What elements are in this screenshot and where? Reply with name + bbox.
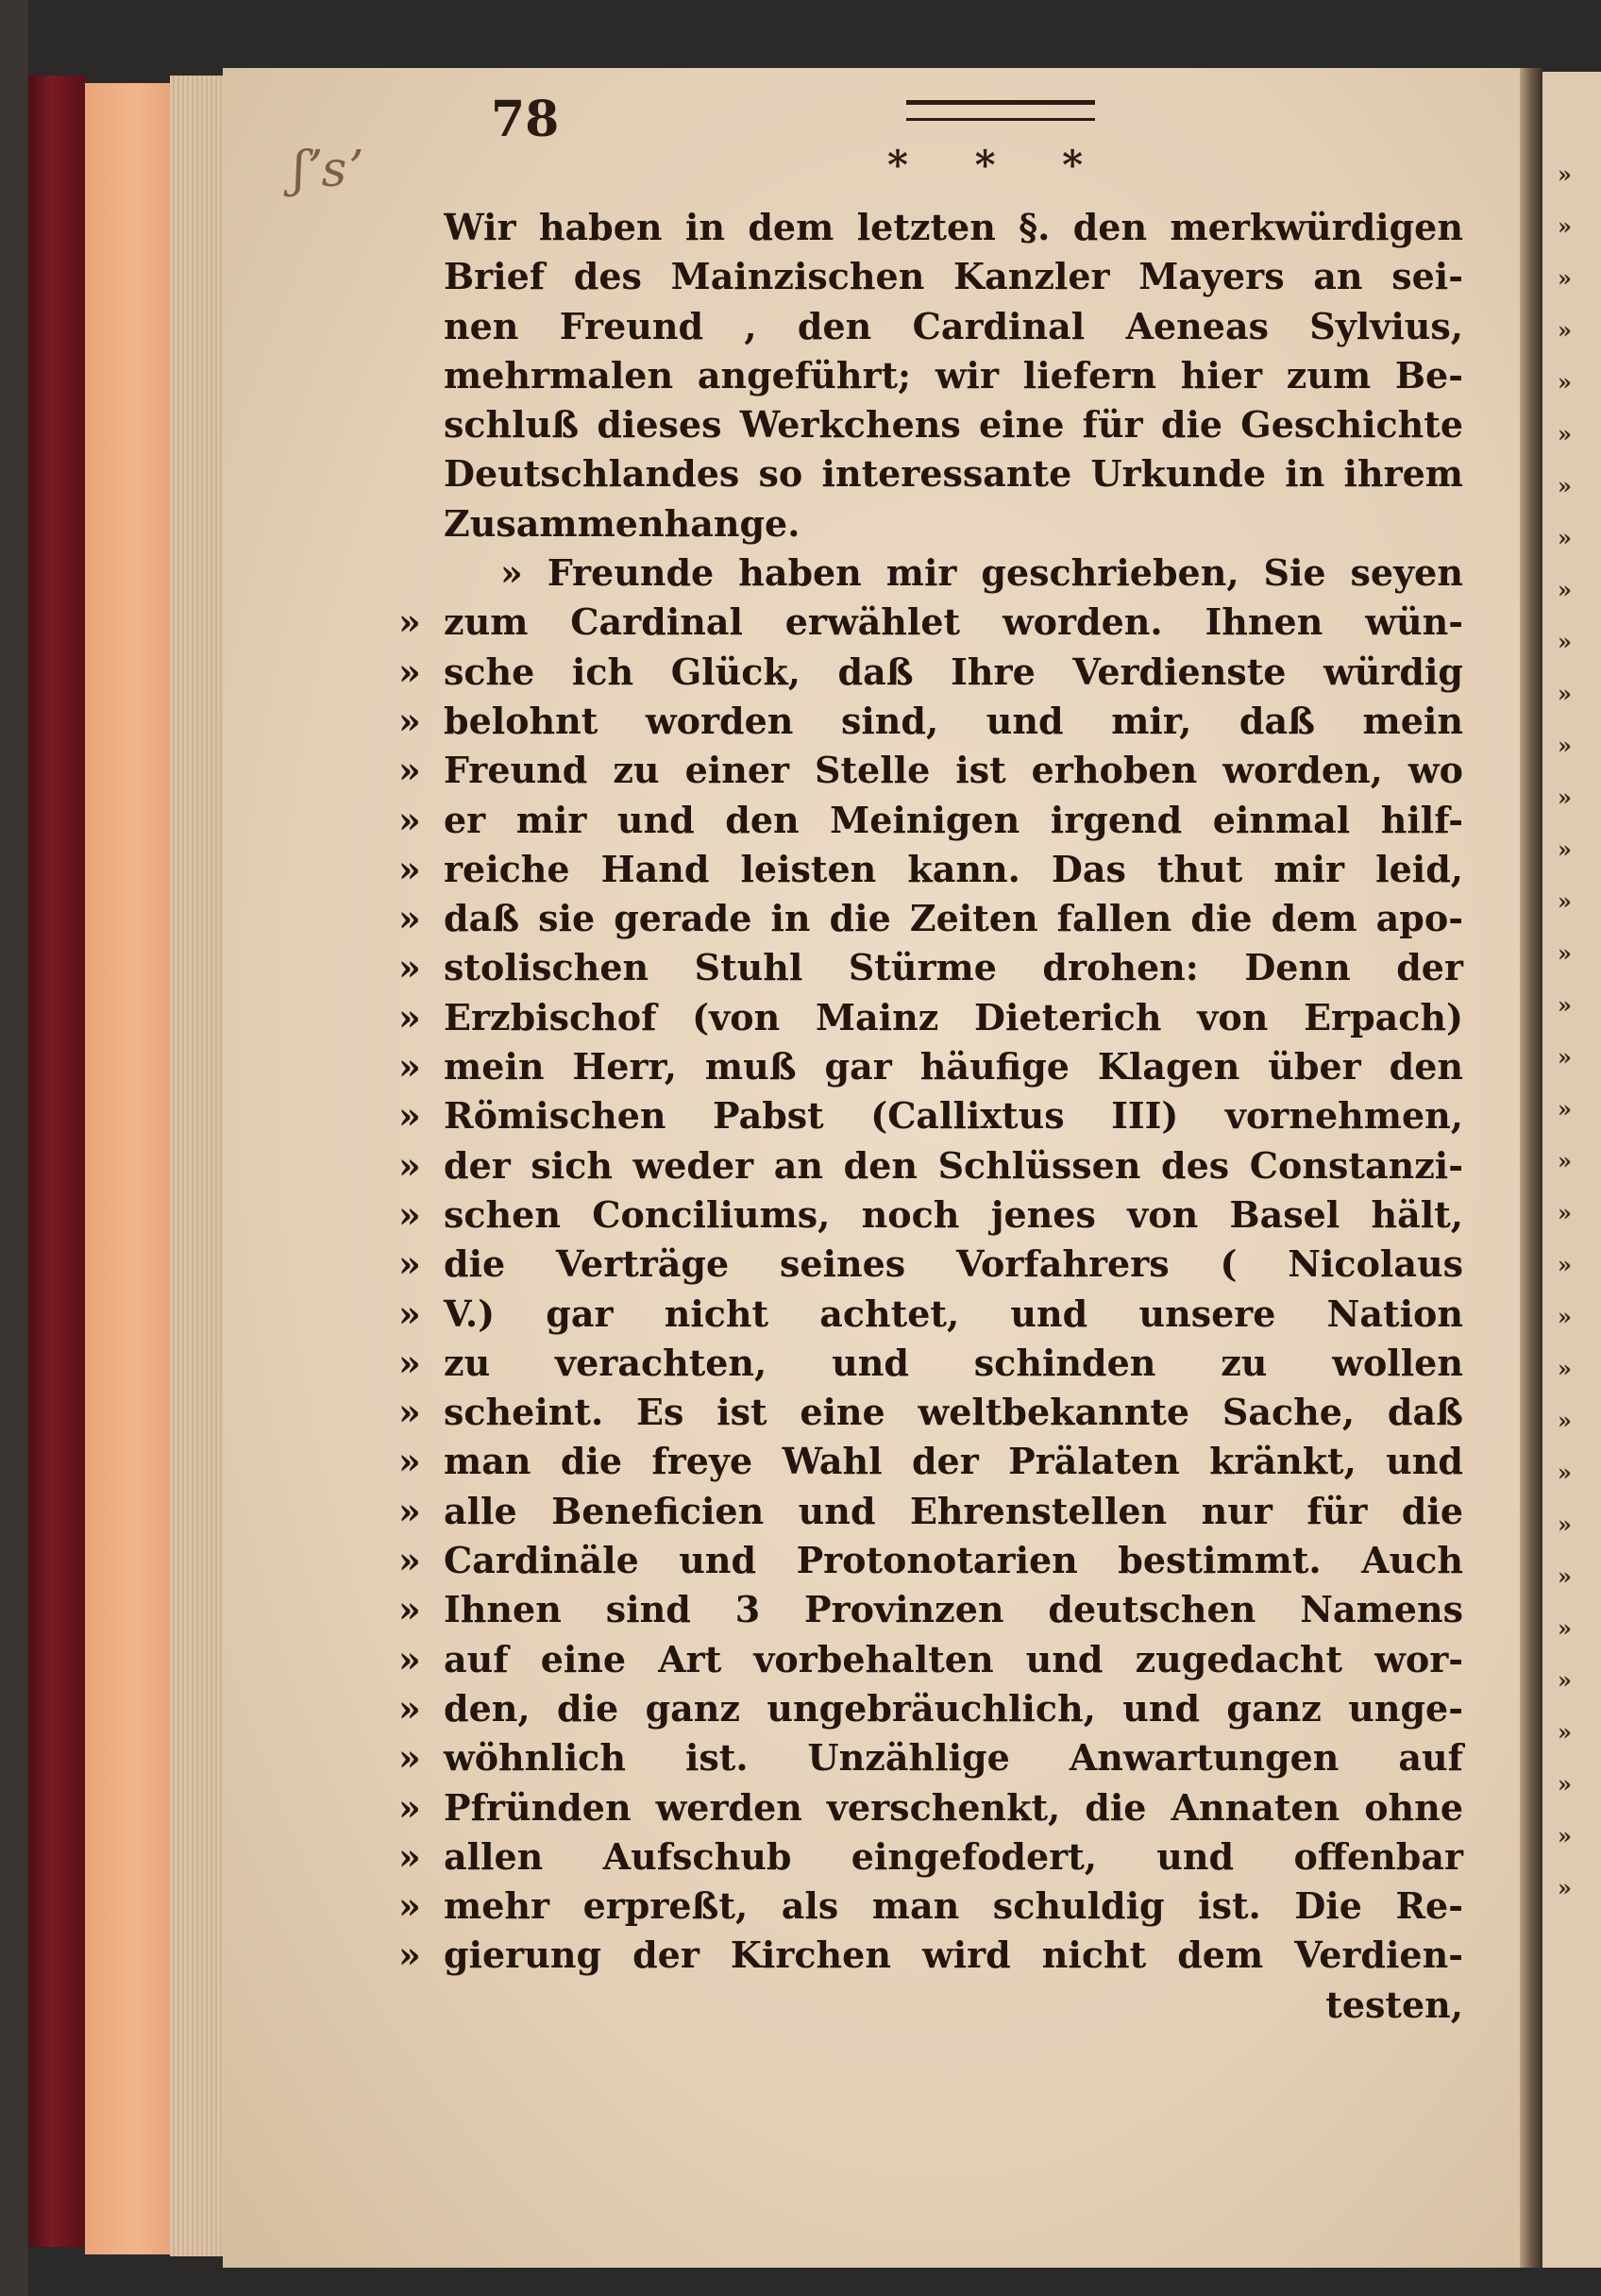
facing-quote-mark: » [1558,1511,1572,1538]
text-line: auf eine Art vorbehalten und zugedacht wor- » [444,1635,1463,1684]
quote-mark: » [398,1292,421,1335]
quote-mark: » [398,600,421,644]
facing-quote-mark: » [1558,1355,1572,1382]
text-line: » Freunde haben mir geschrieben, Sie seyen [500,551,1463,595]
text-line: der sich weder an den Schlüssen des Constanzi- » [444,1141,1463,1190]
text-line: Freund zu einer Stelle ist erhoben worden, wo » [444,746,1463,795]
facing-quote-mark: » [1558,420,1572,447]
quote-mark: » [398,1785,421,1829]
facing-page [1542,72,1601,2268]
facing-quote-mark: » [1558,1718,1572,1746]
ink-stamp: ʃʼsʼ [293,142,362,198]
quote-mark: » [398,1143,421,1187]
text-line: die Verträge seines Vorfahrers ( Nicolaus » [444,1240,1463,1289]
text-line: schluß dieses Werkchens eine für die Geschichte [444,403,1463,447]
quote-mark: » [398,1391,421,1434]
text-line: den, die ganz ungebräuchlich, und ganz unge- » [444,1684,1463,1733]
endpaper [85,83,170,2254]
text-line: zum Cardinal erwählet worden. Ihnen wün- » [444,598,1463,647]
text-line: sche ich Glück, daß Ihre Verdienste würdig » [444,648,1463,697]
facing-quote-mark: » [1558,784,1572,811]
facing-quote-mark: » [1558,887,1572,915]
quote-mark: » [398,699,421,742]
quote-mark: » [398,847,421,890]
facing-quote-mark: » [1558,1459,1572,1486]
paragraph-intro [444,203,1463,549]
quote-mark: » [398,1242,421,1286]
facing-quote-mark: » [1558,160,1572,188]
quote-mark: » [398,1440,421,1483]
text-line: nen Freund , den Cardinal Aeneas Sylvius, [444,304,1463,347]
text-line: belohnt worden sind, und mir, daß mein » [444,697,1463,746]
text-line: man die freye Wahl der Prälaten kränkt, und » [444,1437,1463,1486]
facing-quote-mark: » [1558,732,1572,759]
quote-mark: » [398,798,421,841]
text-line: Erzbischof (von Mainz Dieterich von Erpach) » [444,993,1463,1042]
text-line: mehrmalen angeführt; wir liefern hier zum Be- [444,353,1463,397]
section-asterisks: * * * [887,142,1110,188]
quote-mark: » [398,946,421,989]
text-line: mein Herr, muß gar häufige Klagen über den » [444,1042,1463,1091]
facing-quote-mark: » [1558,472,1572,499]
facing-quote-mark: » [1558,368,1572,396]
facing-quote-mark: » [1558,628,1572,655]
facing-quote-mark: » [1558,1407,1572,1434]
quote-mark: » [398,1933,421,1977]
quote-mark: » [398,1637,421,1680]
text-line: gierung der Kirchen wird nicht dem Verdien- » [444,1931,1463,1980]
text-line: scheint. Es ist eine weltbekannte Sache, daß » [444,1388,1463,1437]
facing-quote-mark: » [1558,212,1572,240]
facing-quote-mark: » [1558,1095,1572,1123]
facing-quote-mark: » [1558,1874,1572,1901]
quote-mark: » [398,1094,421,1138]
quote-mark: » [398,650,421,693]
facing-quote-mark: » [1558,836,1572,863]
text-line: zu verachten, und schinden zu wollen » [444,1339,1463,1388]
facing-quote-mark: » [1558,1251,1572,1278]
facing-quote-mark: » [1558,1614,1572,1642]
text-line: Wir haben in dem letzten §. den merkwürdigen [444,206,1463,248]
text-line: er mir und den Meinigen irgend einmal hilf- » [444,796,1463,845]
facing-quote-mark: » [1558,524,1572,551]
facing-quote-mark: » [1558,1199,1572,1226]
catchword: testen, [1325,1983,1463,2026]
text-line: V.) gar nicht achtet, und unsere Nation » [444,1290,1463,1339]
page-number: 78 [491,91,560,148]
quote-mark: » [398,1834,421,1878]
facing-quote-mark: » [1558,939,1572,967]
facing-quote-mark: » [1558,1043,1572,1071]
page-gutter [1520,68,1542,2268]
body-text [398,203,1463,2030]
quote-mark: » [398,1341,421,1384]
facing-quote-mark: » [1558,1822,1572,1849]
facing-quote-mark: » [1558,680,1572,707]
page-edges [170,76,227,2256]
text-line: daß sie gerade in die Zeiten fallen die dem apo- » [444,894,1463,943]
text-line: Pfründen werden verschenkt, die Annaten ohne » [444,1783,1463,1832]
quote-mark: » [398,1539,421,1582]
text-line: Cardinäle und Protonotarien bestimmt. Auch » [444,1536,1463,1585]
text-line: Römischen Pabst (Callixtus III) vornehmen, » [444,1091,1463,1140]
facing-quote-mark: » [1558,1770,1572,1798]
facing-quote-mark: » [1558,1303,1572,1330]
text-line: wöhnlich ist. Unzählige Anwartungen auf » [444,1733,1463,1782]
quote-mark: » [398,1588,421,1631]
quote-mark: » [398,1489,421,1532]
quote-mark: » [398,1045,421,1089]
quote-mark: » [398,1686,421,1730]
text-line: Brief des Mainzischen Kanzler Mayers an sei- [444,255,1463,298]
text-line: Deutschlandes so interessante Urkunde in ihrem [444,452,1463,496]
facing-quote-mark: » [1558,1147,1572,1174]
text-line: allen Aufschub eingefodert, und offenbar » [444,1832,1463,1882]
header-rule [906,100,1095,121]
quote-mark: » [398,1192,421,1236]
marbled-cover-edge [28,76,85,2247]
text-line: schen Conciliums, noch jenes von Basel hält, » [444,1190,1463,1240]
quote-mark: » [398,1884,421,1928]
facing-quote-mark: » [1558,264,1572,292]
text-line: mehr erpreßt, als man schuldig ist. Die Re- » [444,1882,1463,1931]
quote-mark: » [398,897,421,940]
text-line: Zusammenhange. [444,501,800,545]
paragraph-letter-quote [398,549,1463,1981]
text-line: reiche Hand leisten kann. Das thut mir leid, » [444,845,1463,894]
facing-quote-mark: » [1558,1666,1572,1694]
facing-quote-mark: » [1558,316,1572,344]
text-line: alle Beneficien und Ehrenstellen nur für die » [444,1487,1463,1536]
text-line: Ihnen sind 3 Provinzen deutschen Namens » [444,1585,1463,1634]
quote-mark: » [398,749,421,792]
text-line: stolischen Stuhl Stürme drohen: Denn der » [444,943,1463,992]
facing-quote-mark: » [1558,576,1572,603]
quote-mark: » [398,995,421,1038]
facing-quote-mark: » [1558,1562,1572,1590]
facing-quote-mark: » [1558,991,1572,1019]
quote-mark: » [398,1736,421,1780]
book-cover-spine [0,0,28,2296]
